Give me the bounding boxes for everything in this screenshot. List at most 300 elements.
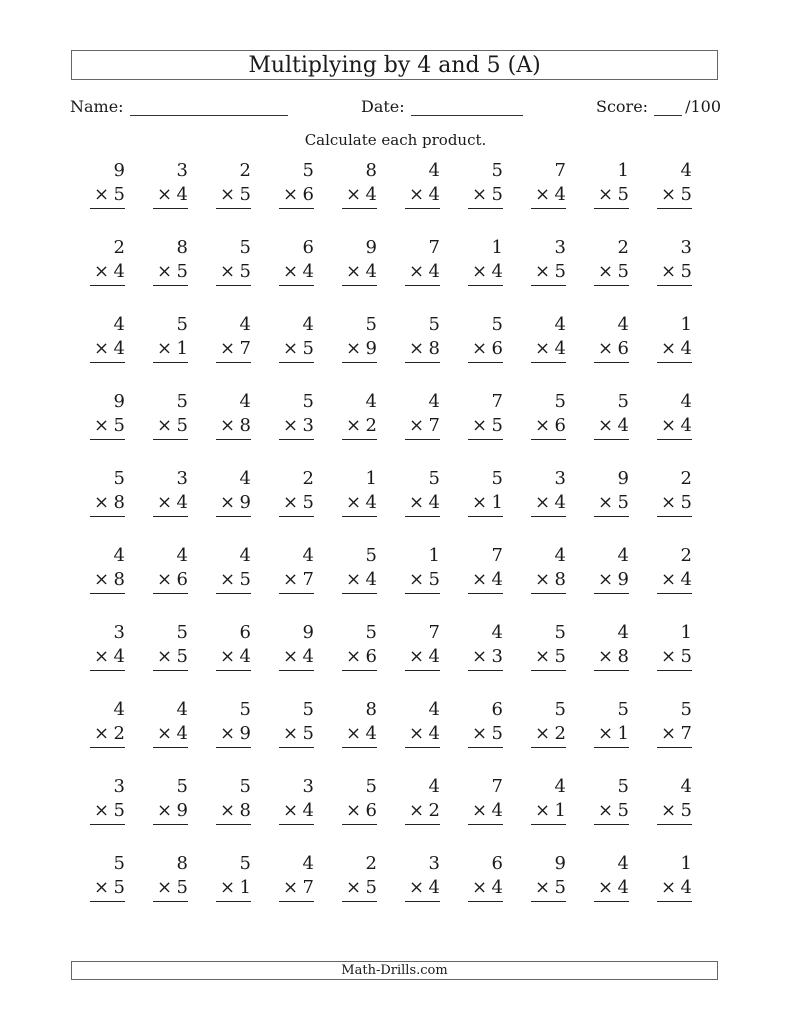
answer-line[interactable] (342, 593, 377, 594)
multiplicand: 5 (176, 391, 188, 412)
date-blank-line[interactable] (411, 97, 523, 116)
multiplier: 5 (617, 184, 629, 205)
multiplicand: 4 (113, 545, 125, 566)
instructions: Calculate each product. (304, 131, 487, 149)
times-sign: × (94, 492, 110, 513)
multiplier: 1 (617, 723, 629, 744)
answer-line[interactable] (342, 362, 377, 363)
times-sign: × (661, 646, 677, 667)
times-sign: × (220, 184, 236, 205)
multiplier: 5 (680, 800, 692, 821)
multiplier: 6 (365, 646, 377, 667)
answer-line[interactable] (216, 439, 251, 440)
multiplicand: 5 (176, 622, 188, 643)
multiplicand: 1 (680, 314, 692, 335)
answer-line[interactable] (657, 285, 692, 286)
problem-row (86, 621, 716, 698)
multiplier: 4 (365, 261, 377, 282)
multiplicand: 8 (176, 237, 188, 258)
answer-line[interactable] (342, 901, 377, 902)
answer-line[interactable] (342, 439, 377, 440)
answer-line[interactable] (531, 747, 566, 748)
times-sign: × (472, 415, 488, 436)
answer-line[interactable] (279, 747, 314, 748)
multiplicand: 7 (491, 391, 503, 412)
answer-line[interactable] (594, 670, 629, 671)
times-sign: × (661, 415, 677, 436)
times-sign: × (94, 646, 110, 667)
answer-line[interactable] (90, 824, 125, 825)
times-sign: × (220, 723, 236, 744)
times-sign: × (661, 184, 677, 205)
multiplicand: 6 (491, 699, 503, 720)
answer-line[interactable] (90, 593, 125, 594)
multiplier: 4 (365, 184, 377, 205)
multiplier: 8 (113, 569, 125, 590)
multiplicand: 4 (239, 545, 251, 566)
times-sign: × (283, 569, 299, 590)
multiplicand: 3 (113, 776, 125, 797)
multiplicand: 5 (680, 699, 692, 720)
times-sign: × (346, 723, 362, 744)
answer-line[interactable] (657, 439, 692, 440)
times-sign: × (220, 569, 236, 590)
times-sign: × (94, 261, 110, 282)
multiplier: 5 (113, 800, 125, 821)
multiplicand: 9 (617, 468, 629, 489)
multiplicand: 4 (113, 314, 125, 335)
multiplier: 8 (113, 492, 125, 513)
answer-line[interactable] (153, 747, 188, 748)
multiplier: 5 (554, 261, 566, 282)
multiplier: 3 (491, 646, 503, 667)
answer-line[interactable] (216, 208, 251, 209)
times-sign: × (409, 877, 425, 898)
multiplicand: 4 (365, 391, 377, 412)
footer-box (71, 961, 718, 980)
multiplier: 7 (302, 569, 314, 590)
times-sign: × (157, 184, 173, 205)
multiplicand: 7 (491, 776, 503, 797)
multiplier: 5 (680, 261, 692, 282)
answer-line[interactable] (594, 824, 629, 825)
times-sign: × (598, 415, 614, 436)
multiplier: 4 (554, 338, 566, 359)
multiplier: 4 (617, 877, 629, 898)
answer-line[interactable] (657, 670, 692, 671)
multiplier: 8 (239, 415, 251, 436)
multiplicand: 9 (554, 853, 566, 874)
answer-line[interactable] (594, 285, 629, 286)
multiplier: 1 (176, 338, 188, 359)
times-sign: × (346, 877, 362, 898)
multiplicand: 5 (302, 699, 314, 720)
multiplier: 7 (302, 877, 314, 898)
multiplicand: 4 (554, 314, 566, 335)
times-sign: × (409, 261, 425, 282)
answer-line[interactable] (279, 670, 314, 671)
answer-line[interactable] (405, 824, 440, 825)
multiplicand: 7 (554, 160, 566, 181)
answer-line[interactable] (216, 516, 251, 517)
answer-line[interactable] (153, 824, 188, 825)
answer-line[interactable] (657, 362, 692, 363)
answer-line[interactable] (216, 824, 251, 825)
multiplier: 5 (302, 338, 314, 359)
multiplicand: 3 (428, 853, 440, 874)
multiplicand: 3 (680, 237, 692, 258)
answer-line[interactable] (405, 747, 440, 748)
answer-line[interactable] (531, 901, 566, 902)
multiplier: 1 (491, 492, 503, 513)
problem (653, 698, 716, 775)
answer-line[interactable] (216, 670, 251, 671)
answer-line[interactable] (531, 670, 566, 671)
multiplicand: 5 (302, 391, 314, 412)
multiplier: 6 (554, 415, 566, 436)
times-sign: × (598, 184, 614, 205)
times-sign: × (598, 646, 614, 667)
multiplier: 9 (365, 338, 377, 359)
problem-row (86, 544, 716, 621)
multiplier: 5 (176, 415, 188, 436)
answer-line[interactable] (468, 516, 503, 517)
answer-line[interactable] (405, 362, 440, 363)
multiplicand: 6 (302, 237, 314, 258)
multiplicand: 5 (239, 853, 251, 874)
answer-line[interactable] (90, 285, 125, 286)
answer-line[interactable] (594, 593, 629, 594)
times-sign: × (157, 338, 173, 359)
multiplier: 5 (113, 877, 125, 898)
multiplier: 4 (491, 569, 503, 590)
answer-line[interactable] (594, 439, 629, 440)
problem (653, 852, 716, 929)
score-blank-line[interactable] (654, 97, 682, 116)
multiplicand: 5 (365, 776, 377, 797)
problem (653, 467, 716, 544)
multiplier: 4 (302, 261, 314, 282)
multiplier: 4 (365, 723, 377, 744)
multiplicand: 5 (491, 160, 503, 181)
multiplicand: 5 (113, 853, 125, 874)
answer-line[interactable] (657, 593, 692, 594)
multiplier: 5 (491, 415, 503, 436)
answer-line[interactable] (405, 670, 440, 671)
multiplicand: 5 (239, 237, 251, 258)
multiplicand: 3 (176, 160, 188, 181)
times-sign: × (472, 492, 488, 513)
worksheet-title: Multiplying by 4 and 5 (A) (248, 52, 541, 78)
answer-line[interactable] (153, 593, 188, 594)
problem-row (86, 313, 716, 390)
answer-line[interactable] (531, 285, 566, 286)
multiplicand: 4 (239, 468, 251, 489)
answer-line[interactable] (405, 285, 440, 286)
times-sign: × (283, 415, 299, 436)
multiplier: 4 (302, 800, 314, 821)
answer-line[interactable] (468, 593, 503, 594)
times-sign: × (157, 723, 173, 744)
multiplier: 5 (113, 415, 125, 436)
date-field[interactable] (361, 97, 523, 116)
answer-line[interactable] (468, 670, 503, 671)
times-sign: × (94, 877, 110, 898)
times-sign: × (94, 415, 110, 436)
multiplicand: 1 (680, 853, 692, 874)
answer-line[interactable] (216, 901, 251, 902)
multiplier: 4 (428, 877, 440, 898)
multiplicand: 4 (554, 776, 566, 797)
multiplicand: 7 (428, 237, 440, 258)
times-sign: × (157, 646, 173, 667)
times-sign: × (94, 338, 110, 359)
answer-line[interactable] (279, 901, 314, 902)
score-label: Score: (596, 97, 649, 116)
answer-line[interactable] (216, 747, 251, 748)
multiplier: 6 (176, 569, 188, 590)
times-sign: × (661, 877, 677, 898)
answer-line[interactable] (657, 901, 692, 902)
times-sign: × (283, 492, 299, 513)
times-sign: × (220, 646, 236, 667)
multiplicand: 5 (617, 776, 629, 797)
multiplicand: 1 (365, 468, 377, 489)
multiplicand: 4 (239, 391, 251, 412)
problem-row (86, 698, 716, 775)
answer-line[interactable] (90, 439, 125, 440)
answer-line[interactable] (531, 516, 566, 517)
problem-row (86, 236, 716, 313)
answer-line[interactable] (216, 285, 251, 286)
multiplicand: 1 (428, 545, 440, 566)
answer-line[interactable] (468, 747, 503, 748)
multiplier: 3 (302, 415, 314, 436)
multiplicand: 6 (239, 622, 251, 643)
name-blank-line[interactable] (130, 97, 288, 116)
times-sign: × (157, 415, 173, 436)
multiplicand: 9 (113, 391, 125, 412)
multiplicand: 5 (428, 314, 440, 335)
answer-line[interactable] (90, 516, 125, 517)
answer-line[interactable] (90, 747, 125, 748)
multiplicand: 4 (680, 391, 692, 412)
multiplier: 4 (680, 415, 692, 436)
multiplier: 9 (617, 569, 629, 590)
multiplicand: 3 (554, 468, 566, 489)
answer-line[interactable] (342, 747, 377, 748)
times-sign: × (535, 569, 551, 590)
answer-line[interactable] (405, 516, 440, 517)
answer-line[interactable] (216, 593, 251, 594)
multiplier: 4 (113, 261, 125, 282)
multiplicand: 2 (302, 468, 314, 489)
multiplicand: 4 (302, 545, 314, 566)
answer-line[interactable] (153, 670, 188, 671)
multiplicand: 3 (176, 468, 188, 489)
answer-line[interactable] (531, 208, 566, 209)
times-sign: × (157, 261, 173, 282)
multiplicand: 5 (617, 699, 629, 720)
answer-line[interactable] (279, 516, 314, 517)
multiplicand: 4 (176, 545, 188, 566)
times-sign: × (598, 800, 614, 821)
times-sign: × (346, 646, 362, 667)
problem-row (86, 852, 716, 929)
multiplier: 5 (680, 184, 692, 205)
multiplier: 9 (239, 723, 251, 744)
times-sign: × (409, 184, 425, 205)
answer-line[interactable] (153, 362, 188, 363)
multiplicand: 2 (617, 237, 629, 258)
multiplicand: 4 (176, 699, 188, 720)
answer-line[interactable] (405, 208, 440, 209)
times-sign: × (472, 184, 488, 205)
multiplicand: 7 (428, 622, 440, 643)
answer-line[interactable] (531, 593, 566, 594)
answer-line[interactable] (405, 901, 440, 902)
problem-row (86, 775, 716, 852)
answer-line[interactable] (153, 285, 188, 286)
times-sign: × (346, 569, 362, 590)
answer-line[interactable] (594, 747, 629, 748)
problem (653, 544, 716, 621)
multiplicand: 2 (680, 468, 692, 489)
multiplicand: 2 (113, 237, 125, 258)
multiplier: 5 (176, 261, 188, 282)
answer-line[interactable] (594, 901, 629, 902)
times-sign: × (472, 800, 488, 821)
answer-line[interactable] (342, 670, 377, 671)
answer-line[interactable] (153, 439, 188, 440)
answer-line[interactable] (279, 439, 314, 440)
answer-line[interactable] (531, 362, 566, 363)
answer-line[interactable] (594, 208, 629, 209)
answer-line[interactable] (468, 439, 503, 440)
times-sign: × (661, 723, 677, 744)
multiplicand: 4 (680, 160, 692, 181)
answer-line[interactable] (342, 516, 377, 517)
answer-line[interactable] (279, 824, 314, 825)
answer-line[interactable] (531, 824, 566, 825)
problem (653, 621, 716, 698)
multiplier: 5 (617, 800, 629, 821)
multiplicand: 4 (239, 314, 251, 335)
answer-line[interactable] (153, 901, 188, 902)
multiplicand: 5 (491, 468, 503, 489)
answer-line[interactable] (279, 362, 314, 363)
answer-line[interactable] (468, 208, 503, 209)
answer-line[interactable] (279, 208, 314, 209)
multiplier: 4 (428, 646, 440, 667)
times-sign: × (94, 569, 110, 590)
multiplier: 6 (302, 184, 314, 205)
problem (653, 390, 716, 467)
multiplier: 1 (554, 800, 566, 821)
answer-line[interactable] (342, 285, 377, 286)
multiplicand: 5 (176, 776, 188, 797)
multiplicand: 4 (428, 776, 440, 797)
answer-line[interactable] (594, 516, 629, 517)
multiplier: 4 (176, 184, 188, 205)
answer-line[interactable] (657, 824, 692, 825)
answer-line[interactable] (90, 208, 125, 209)
multiplier: 5 (176, 646, 188, 667)
multiplicand: 5 (365, 314, 377, 335)
times-sign: × (535, 877, 551, 898)
answer-line[interactable] (90, 362, 125, 363)
multiplier: 5 (617, 492, 629, 513)
multiplicand: 5 (617, 391, 629, 412)
times-sign: × (535, 800, 551, 821)
worksheet-title-box (71, 50, 718, 80)
answer-line[interactable] (153, 208, 188, 209)
answer-line[interactable] (216, 362, 251, 363)
answer-line[interactable] (531, 439, 566, 440)
answer-line[interactable] (468, 362, 503, 363)
times-sign: × (346, 261, 362, 282)
multiplier: 5 (302, 723, 314, 744)
answer-line[interactable] (405, 439, 440, 440)
answer-line[interactable] (657, 747, 692, 748)
answer-line[interactable] (279, 285, 314, 286)
answer-line[interactable] (468, 824, 503, 825)
score-field[interactable] (596, 97, 721, 116)
times-sign: × (472, 723, 488, 744)
multiplier: 5 (491, 723, 503, 744)
answer-line[interactable] (153, 516, 188, 517)
multiplicand: 5 (113, 468, 125, 489)
multiplicand: 5 (554, 391, 566, 412)
multiplier: 2 (554, 723, 566, 744)
times-sign: × (535, 723, 551, 744)
times-sign: × (94, 723, 110, 744)
multiplicand: 5 (239, 699, 251, 720)
answer-line[interactable] (657, 516, 692, 517)
multiplicand: 6 (491, 853, 503, 874)
multiplicand: 4 (302, 853, 314, 874)
answer-line[interactable] (594, 362, 629, 363)
multiplier: 7 (680, 723, 692, 744)
answer-line[interactable] (342, 208, 377, 209)
multiplier: 7 (239, 338, 251, 359)
answer-line[interactable] (342, 824, 377, 825)
times-sign: × (409, 723, 425, 744)
multiplicand: 9 (365, 237, 377, 258)
answer-line[interactable] (90, 901, 125, 902)
times-sign: × (472, 261, 488, 282)
multiplicand: 5 (428, 468, 440, 489)
times-sign: × (598, 569, 614, 590)
multiplicand: 4 (617, 853, 629, 874)
times-sign: × (283, 646, 299, 667)
answer-line[interactable] (90, 670, 125, 671)
times-sign: × (409, 492, 425, 513)
times-sign: × (346, 415, 362, 436)
answer-line[interactable] (468, 901, 503, 902)
multiplicand: 9 (302, 622, 314, 643)
multiplicand: 2 (365, 853, 377, 874)
times-sign: × (598, 492, 614, 513)
answer-line[interactable] (405, 593, 440, 594)
multiplicand: 3 (113, 622, 125, 643)
multiplicand: 2 (239, 160, 251, 181)
name-field[interactable] (70, 97, 288, 116)
times-sign: × (283, 261, 299, 282)
answer-line[interactable] (657, 208, 692, 209)
answer-line[interactable] (279, 593, 314, 594)
answer-line[interactable] (468, 285, 503, 286)
